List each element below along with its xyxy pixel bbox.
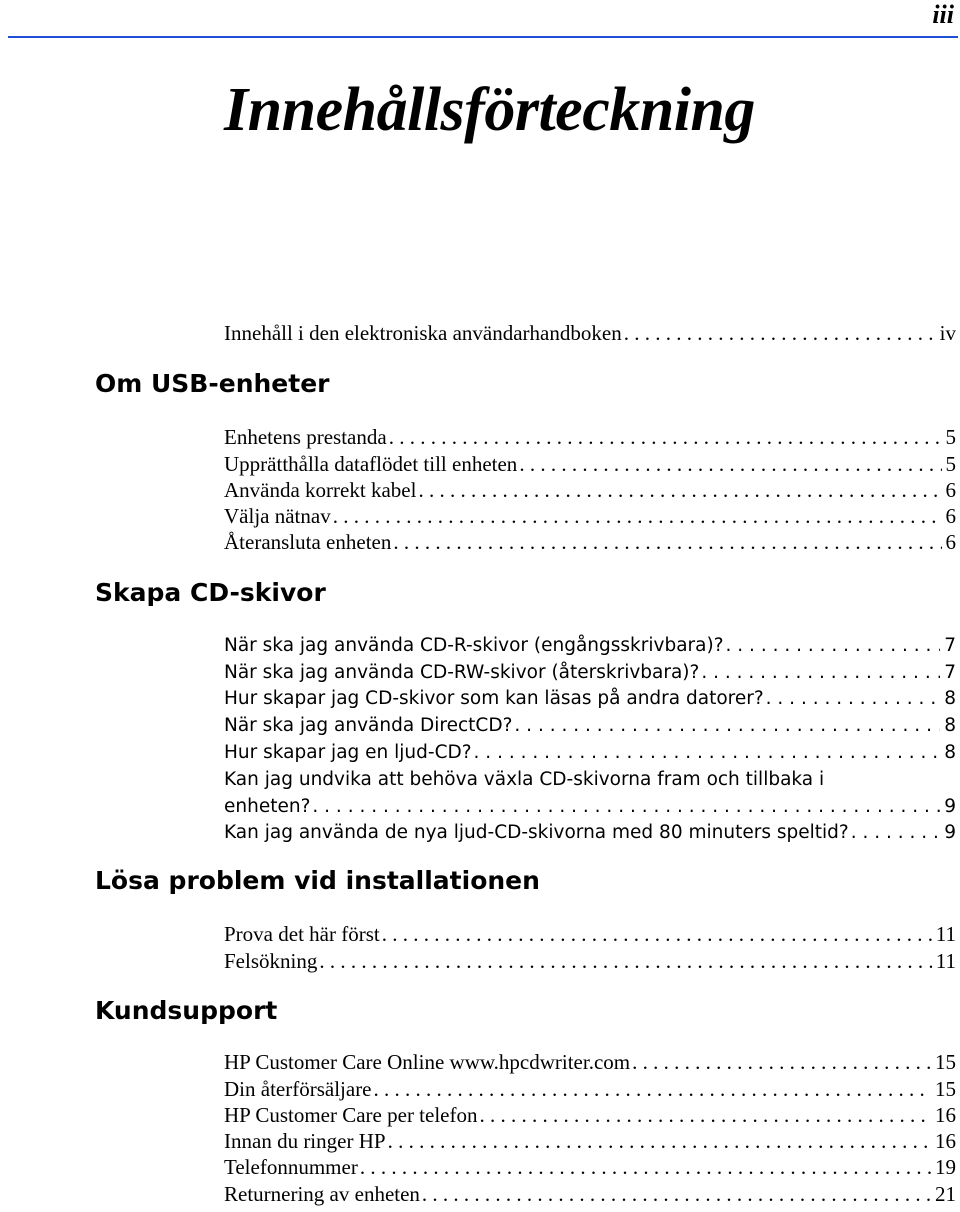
toc-group-intro bbox=[224, 319, 956, 345]
toc-entry-page: 7 bbox=[944, 661, 956, 683]
section-heading-support: Kundsupport bbox=[95, 996, 278, 1025]
toc-leader-dots bbox=[726, 634, 941, 658]
toc-entry[interactable] bbox=[224, 1074, 956, 1100]
toc-entry[interactable] bbox=[224, 658, 956, 685]
toc-entry[interactable] bbox=[224, 449, 956, 475]
toc-entry-page: 8 bbox=[944, 741, 956, 763]
toc-entry[interactable] bbox=[224, 631, 956, 658]
toc-leader-dots bbox=[360, 1155, 931, 1179]
toc-leader-dots bbox=[422, 1182, 931, 1206]
toc-entry[interactable] bbox=[224, 920, 956, 946]
toc-entry-page: 5 bbox=[945, 451, 956, 476]
toc-entry-label: Innehåll i den elektroniska användarhandboken bbox=[224, 321, 622, 346]
toc-leader-dots bbox=[312, 795, 940, 819]
toc-leader-dots bbox=[333, 504, 942, 528]
toc-entry-label-line1: Kan jag undvika att behöva växla CD-skivorna fram och tillbaka i bbox=[224, 768, 825, 790]
toc-entry[interactable] bbox=[224, 711, 956, 738]
toc-leader-dots bbox=[319, 949, 931, 973]
toc-leader-dots bbox=[624, 321, 936, 345]
page-title: Innehållsförteckning bbox=[224, 76, 755, 144]
toc-leader-dots bbox=[374, 1077, 931, 1101]
toc-entry-label: Återansluta enheten bbox=[224, 530, 392, 555]
header-rule bbox=[8, 36, 958, 38]
section-heading-cd: Skapa CD-skivor bbox=[95, 578, 326, 607]
section-heading-install: Lösa problem vid installationen bbox=[95, 866, 540, 895]
toc-entry-page: 9 bbox=[944, 795, 956, 817]
toc-entry-label: När ska jag använda CD-RW-skivor (återskrivbara)? bbox=[224, 661, 700, 683]
toc-entry-page: 6 bbox=[945, 477, 956, 502]
toc-leader-dots bbox=[382, 922, 932, 946]
toc-leader-dots bbox=[480, 1103, 932, 1127]
toc-entry[interactable] bbox=[224, 423, 956, 449]
toc-entry-page: 19 bbox=[935, 1155, 956, 1180]
toc-entry-label: Upprätthålla dataflödet till enheten bbox=[224, 451, 518, 476]
toc-entry[interactable] bbox=[224, 946, 956, 972]
toc-leader-dots bbox=[766, 687, 941, 711]
toc-entry[interactable] bbox=[224, 1048, 956, 1074]
toc-entry-label: Returnering av enheten bbox=[224, 1181, 420, 1206]
toc-leader-dots bbox=[701, 661, 940, 685]
toc-leader-dots bbox=[388, 1129, 931, 1153]
toc-entry-label: Din återförsäljare bbox=[224, 1076, 372, 1101]
toc-entry-label: När ska jag använda CD-R-skivor (engångsskrivbara)? bbox=[224, 634, 724, 656]
toc-entry-label: Välja nätnav bbox=[224, 504, 331, 529]
toc-entry[interactable] bbox=[224, 1101, 956, 1127]
toc-entry-label: Enhetens prestanda bbox=[224, 425, 387, 450]
toc-leader-dots bbox=[389, 425, 942, 449]
toc-entry-label: Prova det här först bbox=[224, 922, 380, 947]
toc-entry-label: Kan jag använda de nya ljud-CD-skivorna med 80 minuters speltid? bbox=[224, 822, 849, 844]
toc-entry-page: 11 bbox=[935, 922, 956, 947]
toc-entry-page: 8 bbox=[944, 715, 956, 737]
toc-entry[interactable] bbox=[224, 1153, 956, 1179]
toc-entry[interactable] bbox=[224, 319, 956, 345]
toc-entry-label: HP Customer Care per telefon bbox=[224, 1102, 478, 1127]
toc-entry-page: 6 bbox=[945, 530, 956, 555]
toc-entry-page: iv bbox=[939, 321, 956, 346]
section-heading-usb: Om USB-enheter bbox=[95, 369, 330, 398]
toc-entry-page: 5 bbox=[945, 425, 956, 450]
toc-entry-label: Felsökning bbox=[224, 948, 318, 973]
toc-entry[interactable] bbox=[224, 1179, 956, 1205]
toc-entry-page: 15 bbox=[935, 1050, 956, 1075]
toc-entry-page: 15 bbox=[935, 1076, 956, 1101]
toc-group-usb bbox=[224, 423, 956, 554]
toc-leader-dots bbox=[851, 821, 941, 845]
toc-leader-dots bbox=[632, 1050, 931, 1074]
toc-group-support bbox=[224, 1048, 956, 1206]
toc-leader-dots bbox=[474, 741, 941, 765]
toc-entry[interactable] bbox=[224, 819, 956, 846]
toc-entry[interactable] bbox=[224, 738, 956, 765]
toc-entry[interactable] bbox=[224, 792, 956, 819]
toc-entry-page: 6 bbox=[945, 504, 956, 529]
toc-entry[interactable] bbox=[224, 476, 956, 502]
toc-entry-label: HP Customer Care Online www.hpcdwriter.com bbox=[224, 1050, 631, 1075]
toc-entry[interactable] bbox=[224, 528, 956, 554]
toc-entry-page: 7 bbox=[944, 634, 956, 656]
toc-entry-page: 21 bbox=[935, 1181, 956, 1206]
toc-entry-page: 16 bbox=[935, 1102, 956, 1127]
toc-entry-label: enheten? bbox=[224, 795, 311, 817]
toc-leader-dots bbox=[418, 478, 941, 502]
toc-entry-label: Telefonnummer bbox=[224, 1155, 358, 1180]
page-number: iii bbox=[932, 0, 954, 29]
toc-group-install bbox=[224, 920, 956, 973]
toc-entry-label: När ska jag använda DirectCD? bbox=[224, 715, 513, 737]
toc-entry-page: 16 bbox=[935, 1129, 956, 1154]
toc-entry-label: Innan du ringer HP bbox=[224, 1129, 386, 1154]
toc-leader-dots bbox=[514, 714, 940, 738]
toc-entry-page: 8 bbox=[944, 688, 956, 710]
toc-entry-page: 9 bbox=[944, 822, 956, 844]
toc-entry[interactable] bbox=[224, 685, 956, 712]
toc-leader-dots bbox=[393, 530, 941, 554]
toc-entry[interactable] bbox=[224, 1127, 956, 1153]
toc-entry-label: Hur skapar jag CD-skivor som kan läsas på andra datorer? bbox=[224, 688, 764, 710]
toc-leader-dots bbox=[519, 452, 941, 476]
toc-entry-label: Använda korrekt kabel bbox=[224, 477, 417, 502]
toc-entry-label: Hur skapar jag en ljud-CD? bbox=[224, 741, 472, 763]
toc-group-cd bbox=[224, 631, 956, 845]
toc-entry-page: 11 bbox=[935, 948, 956, 973]
toc-entry[interactable] bbox=[224, 502, 956, 528]
toc-entry-wrap-line[interactable] bbox=[224, 765, 956, 792]
